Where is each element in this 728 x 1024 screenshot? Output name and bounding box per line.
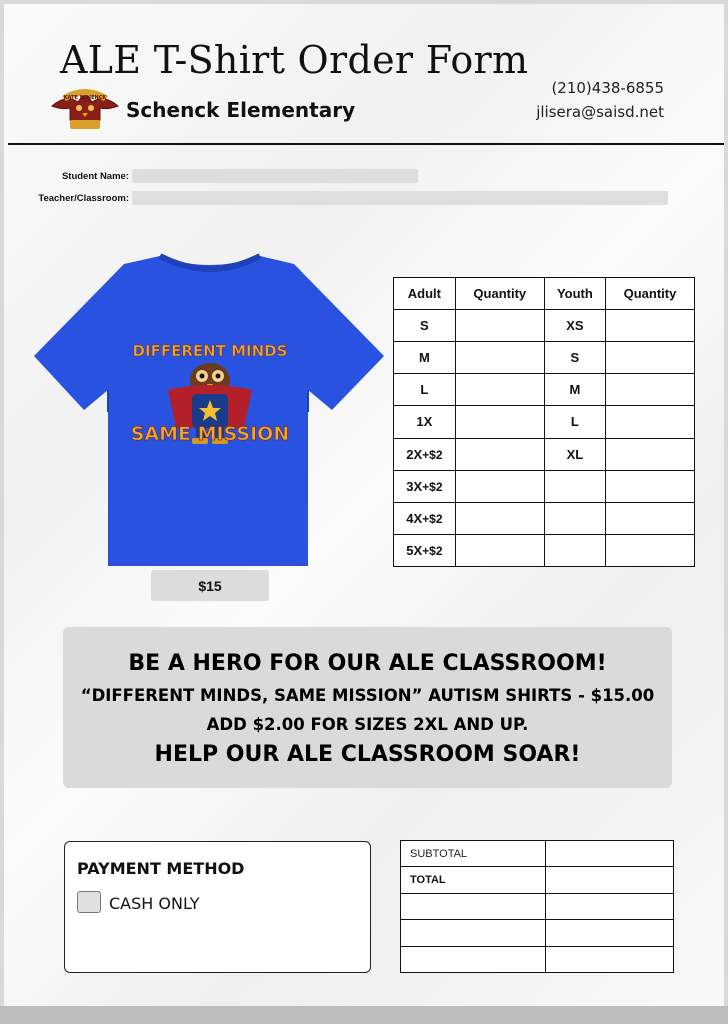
youth-size-cell: XL bbox=[544, 438, 605, 470]
adult-quantity-cell[interactable] bbox=[455, 470, 544, 502]
adult-quantity-cell[interactable] bbox=[455, 502, 544, 534]
school-logo-icon bbox=[48, 84, 122, 134]
adult-quantity-cell[interactable] bbox=[455, 438, 544, 470]
adult-size-cell: S bbox=[394, 310, 456, 342]
youth-quantity-cell[interactable] bbox=[605, 438, 694, 470]
banner-size-note: ADD $2.00 FOR SIZES 2XL AND UP. bbox=[206, 715, 529, 734]
youth-quantity-cell[interactable] bbox=[605, 342, 694, 374]
total-label: TOTAL bbox=[401, 867, 546, 893]
adult-size-cell: 1X bbox=[394, 406, 456, 438]
cash-only-checkbox[interactable] bbox=[77, 891, 101, 913]
contact-phone: (210)438-6855 bbox=[551, 79, 664, 97]
youth-size-cell: L bbox=[544, 406, 605, 438]
youth-size-cell bbox=[544, 534, 605, 566]
youth-size-cell: S bbox=[544, 342, 605, 374]
blank-cell[interactable] bbox=[546, 920, 674, 946]
table-row bbox=[401, 893, 674, 919]
adult-quantity-cell[interactable] bbox=[455, 374, 544, 406]
youth-quantity-cell[interactable] bbox=[605, 470, 694, 502]
youth-size-cell: XS bbox=[544, 310, 605, 342]
youth-size-cell: M bbox=[544, 374, 605, 406]
table-row bbox=[394, 310, 695, 342]
table-row bbox=[394, 342, 695, 374]
youth-quantity-cell[interactable] bbox=[605, 502, 694, 534]
cash-only-label: CASH ONLY bbox=[109, 894, 200, 913]
blank-cell[interactable] bbox=[546, 893, 674, 919]
promo-banner bbox=[63, 627, 672, 788]
youth-quantity-cell[interactable] bbox=[605, 310, 694, 342]
payment-method-title: PAYMENT METHOD bbox=[77, 859, 245, 878]
table-row bbox=[401, 946, 674, 972]
col-header-youth: Youth bbox=[544, 278, 605, 310]
youth-quantity-cell[interactable] bbox=[605, 406, 694, 438]
col-header-adult: Adult bbox=[394, 278, 456, 310]
youth-size-cell bbox=[544, 502, 605, 534]
col-header-quantity: Quantity bbox=[605, 278, 694, 310]
student-name-field[interactable] bbox=[132, 169, 418, 183]
table-row bbox=[394, 470, 695, 502]
table-row bbox=[401, 867, 674, 893]
adult-size-cell: 5X+$2 bbox=[394, 534, 456, 566]
subtotal-label: SUBTOTAL bbox=[401, 841, 546, 867]
tshirt-image bbox=[32, 252, 388, 570]
totals-table bbox=[400, 840, 674, 973]
order-form-page bbox=[4, 4, 724, 1006]
teacher-classroom-field[interactable] bbox=[132, 191, 668, 205]
blank-cell[interactable] bbox=[401, 893, 546, 919]
payment-method-box bbox=[64, 841, 371, 973]
adult-quantity-cell[interactable] bbox=[455, 406, 544, 438]
table-row bbox=[401, 841, 674, 867]
total-value-cell[interactable] bbox=[546, 867, 674, 893]
design-top-text: DIFFERENT MINDS bbox=[132, 342, 288, 360]
table-row bbox=[394, 438, 695, 470]
student-name-label: Student Name: bbox=[61, 171, 129, 182]
blank-cell[interactable] bbox=[401, 920, 546, 946]
contact-email: jlisera@saisd.net bbox=[536, 103, 664, 121]
design-bottom-text: SAME MISSION bbox=[130, 423, 290, 445]
form-title: ALE T-Shirt Order Form bbox=[60, 38, 529, 82]
youth-quantity-cell[interactable] bbox=[605, 534, 694, 566]
youth-quantity-cell[interactable] bbox=[605, 374, 694, 406]
blank-cell[interactable] bbox=[401, 946, 546, 972]
table-row bbox=[394, 406, 695, 438]
size-quantity-table bbox=[393, 277, 695, 567]
table-row bbox=[394, 374, 695, 406]
subtotal-value-cell[interactable] bbox=[546, 841, 674, 867]
banner-shirt-price: “DIFFERENT MINDS, SAME MISSION” AUTISM SHIRTS - $15.00 bbox=[80, 686, 655, 705]
col-header-quantity: Quantity bbox=[455, 278, 544, 310]
banner-headline: BE A HERO FOR OUR ALE CLASSROOM! bbox=[128, 651, 607, 676]
page-footer-strip bbox=[0, 1006, 728, 1024]
adult-size-cell: L bbox=[394, 374, 456, 406]
school-name: Schenck Elementary bbox=[126, 98, 356, 122]
adult-quantity-cell[interactable] bbox=[455, 310, 544, 342]
adult-size-cell: M bbox=[394, 342, 456, 374]
table-row bbox=[401, 920, 674, 946]
adult-size-cell: 3X+$2 bbox=[394, 470, 456, 502]
header-divider bbox=[8, 143, 724, 145]
teacher-classroom-label: Teacher/Classroom: bbox=[38, 193, 129, 204]
adult-quantity-cell[interactable] bbox=[455, 342, 544, 374]
blank-cell[interactable] bbox=[546, 946, 674, 972]
adult-size-cell: 2X+$2 bbox=[394, 438, 456, 470]
banner-closing: HELP OUR ALE CLASSROOM SOAR! bbox=[154, 742, 581, 767]
price-tag: $15 bbox=[151, 570, 269, 601]
youth-size-cell bbox=[544, 470, 605, 502]
logo-text: KATE SCHENCK bbox=[63, 95, 107, 101]
adult-quantity-cell[interactable] bbox=[455, 534, 544, 566]
table-row bbox=[394, 502, 695, 534]
adult-size-cell: 4X+$2 bbox=[394, 502, 456, 534]
table-row bbox=[394, 534, 695, 566]
